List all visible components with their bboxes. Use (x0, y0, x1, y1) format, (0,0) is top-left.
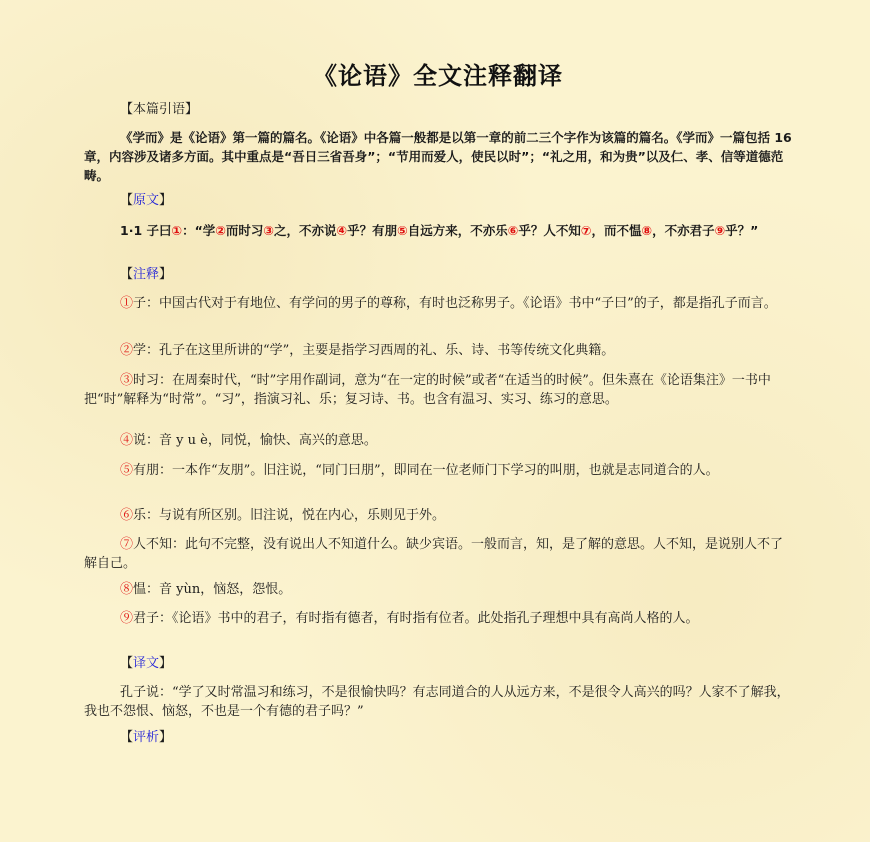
note-ref-7: ⑦ (580, 223, 592, 238)
verse-segment: 乎？人不知 (518, 223, 581, 238)
translation-paragraph: 孔子说：“学了又时常温习和练习，不是很愉快吗？有志同道合的人从远方来，不是很令人高兴的吗？人家不了解我，我也不怨恨、恼怒，不也是一个有德的君子吗？” (84, 685, 790, 719)
verse-segment: 乎？有朋 (347, 223, 398, 238)
page-title: 《论语》全文注释翻译 (313, 62, 563, 90)
note-ref-9: ⑨ (714, 223, 726, 238)
intro-heading: 【本篇引语】 (120, 102, 199, 117)
note-ref-2: ② (215, 223, 226, 238)
note-marker: ⑦ (120, 537, 134, 552)
note-text: 君子：《论语》书中的君子，有时指有德者，有时指有位者。此处指孔子理想中具有高尚人格的人。 (133, 611, 699, 626)
note-2 (84, 341, 792, 360)
note-marker: ④ (120, 433, 134, 448)
note-text: 子：中国古代对于有地位、有学问的男子的尊称，有时也泛称男子。《论语》书中“子曰”的子，都是指孔子而言。 (133, 296, 777, 311)
note-text: 说：音 y u è，同悦，愉快、高兴的意思。 (133, 433, 377, 448)
note-marker: ① (120, 296, 134, 311)
note-marker: ⑧ (120, 582, 134, 597)
verse-segment: ：“学 (182, 223, 216, 238)
verse-segment: ，不亦君子 (652, 223, 715, 238)
note-ref-5: ⑤ (397, 223, 408, 238)
note-marker: ⑥ (120, 508, 134, 523)
note-ref-6: ⑥ (507, 223, 519, 238)
note-ref-4: ④ (336, 223, 348, 238)
original-heading: 【原文】 (120, 193, 173, 208)
verse-segment: ，而不愠 (591, 223, 642, 238)
verse-number: 1·1 子曰 (120, 223, 172, 238)
verse-segment: 之，不亦说 (274, 223, 337, 238)
note-marker: ② (120, 343, 134, 358)
translation-heading: 【译文】 (120, 656, 173, 671)
intro-paragraph: 《学而》是《论语》第一篇的篇名。《论语》中各篇一般都是以第一章的前二三个字作为该篇的篇名。《学而》一篇包括 16 章，内容涉及诸多方面。其中重点是“吾日三省吾身”；“节用而爱人，使民以时”；“礼之用，和为贵”以及仁、孝、信等道德范畴。 (84, 130, 792, 183)
note-7 (84, 535, 792, 573)
verse-segment: 自远方来，不亦乐 (407, 223, 508, 238)
notes-heading: 【注释】 (120, 267, 173, 282)
note-text: 学：孔子在这里所讲的“学”，主要是指学习西周的礼、乐、诗、书等传统文化典籍。 (133, 343, 615, 358)
notes-heading-label: 注释 (133, 267, 160, 282)
note-text: 愠：音 yùn，恼怒，怨恨。 (133, 582, 292, 597)
note-ref-8: ⑧ (641, 223, 653, 238)
analysis-heading-label: 评析 (133, 730, 160, 745)
original-text (84, 221, 792, 240)
verse-segment: 乎？” (725, 223, 759, 238)
note-text: 有朋：一本作“友朋”。旧注说，“同门曰朋”，即同在一位老师门下学习的叫朋，也就是志同道合的人。 (133, 463, 719, 478)
note-text: 人不知：此句不完整，没有说出人不知道什么。缺少宾语。一般而言，知，是了解的意思。人不知，是说别人不了解自己。 (84, 537, 784, 571)
analysis-heading: 【评析】 (120, 730, 173, 745)
verse-segment: 而时习 (225, 223, 264, 238)
note-6 (84, 506, 792, 525)
note-text: 乐：与说有所区别。旧注说，悦在内心，乐则见于外。 (133, 508, 446, 523)
note-marker: ⑨ (120, 611, 134, 626)
note-5 (84, 461, 792, 480)
note-marker: ③ (120, 373, 134, 388)
original-heading-label: 原文 (133, 193, 160, 208)
note-ref-3: ③ (263, 223, 275, 238)
note-9 (84, 609, 792, 628)
translation-heading-label: 译文 (133, 656, 160, 671)
note-4 (84, 431, 792, 450)
note-text: 时习：在周秦时代，“时”字用作副词，意为“在一定的时候”或者“在适当的时候”。但朱熹在《论语集注》一书中把“时”解释为“时常”。“习”，指演习礼、乐；复习诗、书。也含有温习、实习、练习的意思。 (84, 373, 771, 407)
note-ref-1: ① (171, 223, 183, 238)
note-3 (84, 371, 792, 409)
note-8 (84, 580, 792, 599)
note-1 (84, 294, 792, 313)
note-marker: ⑤ (120, 463, 134, 478)
